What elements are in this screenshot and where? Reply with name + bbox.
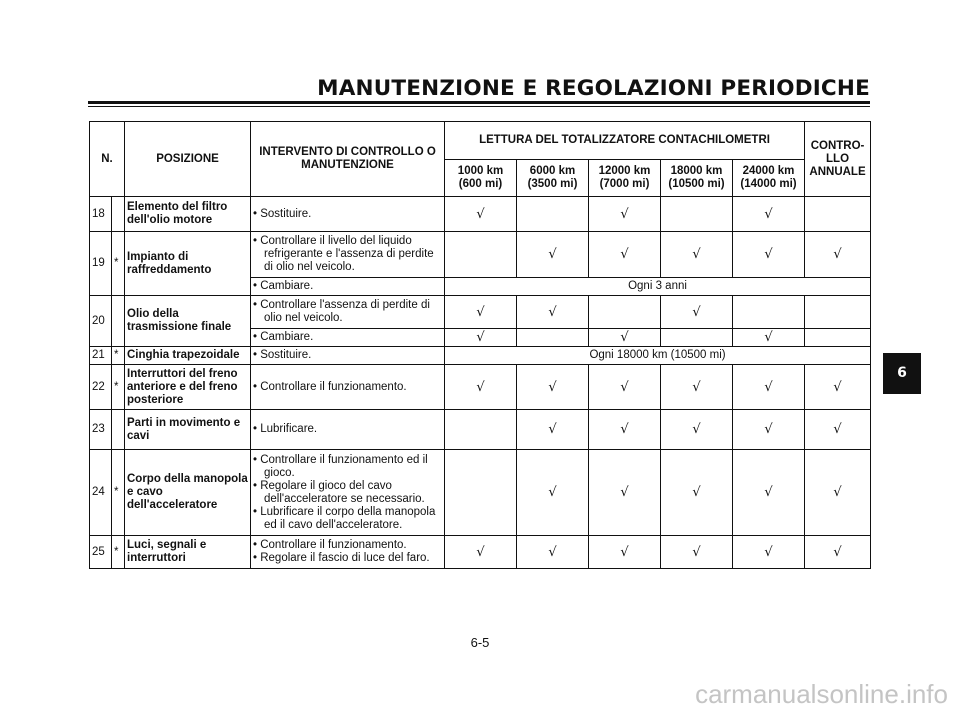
row-number: 24 xyxy=(90,450,112,536)
row-number: 18 xyxy=(90,197,112,232)
row-star xyxy=(112,197,125,232)
watermark: carmanualsonline.info xyxy=(695,679,948,709)
header-km-5: 24000 km (14000 mi) xyxy=(733,160,805,197)
check-mark: √ xyxy=(589,536,661,569)
check-mark: √ xyxy=(733,232,805,278)
chapter-tab: 6 xyxy=(883,353,921,394)
row-position: Cinghia trapezoidale xyxy=(125,347,251,365)
row-number: 20 xyxy=(90,296,112,347)
row-action: • Controllare il livello del liquido refrigerante e l'assenza di perdite di olio nel veicolo. xyxy=(251,232,445,278)
check-mark: √ xyxy=(661,232,733,278)
check-mark: √ xyxy=(805,450,871,536)
row-number: 22 xyxy=(90,365,112,410)
check-mark: √ xyxy=(589,329,661,347)
check-mark: √ xyxy=(445,197,517,232)
row-position: Corpo della manopola e cavo dell'acceleratore xyxy=(125,450,251,536)
header-no: N. xyxy=(90,122,125,197)
check-mark: √ xyxy=(805,536,871,569)
interval-note: Ogni 3 anni xyxy=(445,278,871,296)
interval-note: Ogni 18000 km (10500 mi) xyxy=(445,347,871,365)
empty-cell xyxy=(517,329,589,347)
table-row xyxy=(90,197,871,232)
check-mark: √ xyxy=(589,450,661,536)
row-action: • Sostituire. xyxy=(251,347,445,365)
table-row xyxy=(90,410,871,450)
empty-cell xyxy=(661,197,733,232)
check-mark: √ xyxy=(445,536,517,569)
check-mark: √ xyxy=(517,365,589,410)
header-action: INTERVENTO DI CONTROLLO O MANUTENZIONE xyxy=(251,122,445,197)
row-action: • Cambiare. xyxy=(251,278,445,296)
check-mark: √ xyxy=(589,365,661,410)
check-mark: √ xyxy=(517,410,589,450)
row-position: Parti in movimento e cavi xyxy=(125,410,251,450)
table-row xyxy=(90,296,871,329)
header-odometer: LETTURA DEL TOTALIZZATORE CONTACHILOMETRI xyxy=(445,122,805,160)
header-annual: CONTRO-LLO ANNUALE xyxy=(805,122,871,197)
check-mark: √ xyxy=(733,450,805,536)
table-row xyxy=(90,450,871,536)
row-number: 23 xyxy=(90,410,112,450)
row-star xyxy=(112,410,125,450)
check-mark: √ xyxy=(517,232,589,278)
empty-cell xyxy=(805,296,871,329)
empty-cell xyxy=(733,296,805,329)
empty-cell xyxy=(445,450,517,536)
row-action: • Lubrificare. xyxy=(251,410,445,450)
row-star: * xyxy=(112,450,125,536)
check-mark: √ xyxy=(517,296,589,329)
row-action: • Controllare l'assenza di perdite di olio nel veicolo. xyxy=(251,296,445,329)
check-mark: √ xyxy=(733,365,805,410)
check-mark: √ xyxy=(733,329,805,347)
check-mark: √ xyxy=(445,296,517,329)
page-title: MANUTENZIONE E REGOLAZIONI PERIODICHE xyxy=(317,76,870,101)
row-star: * xyxy=(112,347,125,365)
row-position: Impianto di raffreddamento xyxy=(125,232,251,296)
empty-cell xyxy=(661,329,733,347)
check-mark: √ xyxy=(733,536,805,569)
check-mark: √ xyxy=(733,410,805,450)
row-number: 21 xyxy=(90,347,112,365)
title-rule-thick xyxy=(88,101,870,104)
check-mark: √ xyxy=(661,410,733,450)
row-position: Elemento del filtro dell'olio motore xyxy=(125,197,251,232)
check-mark: √ xyxy=(517,536,589,569)
check-mark: √ xyxy=(661,365,733,410)
table-row xyxy=(90,365,871,410)
check-mark: √ xyxy=(517,450,589,536)
check-mark: √ xyxy=(733,197,805,232)
table-row xyxy=(90,347,871,365)
header-position: POSIZIONE xyxy=(125,122,251,197)
check-mark: √ xyxy=(445,365,517,410)
row-star: * xyxy=(112,365,125,410)
header-km-2: 6000 km (3500 mi) xyxy=(517,160,589,197)
row-star: * xyxy=(112,536,125,569)
table-row xyxy=(90,232,871,278)
check-mark: √ xyxy=(661,536,733,569)
row-action: • Controllare il funzionamento ed il gioco. • Regolare il gioco del cavo dell'acceleratore se necessario. • Lubrificare il corpo della manopola ed il cavo dell'acceleratore. xyxy=(251,450,445,536)
check-mark: √ xyxy=(661,450,733,536)
row-action: • Sostituire. xyxy=(251,197,445,232)
row-number: 19 xyxy=(90,232,112,296)
empty-cell xyxy=(805,329,871,347)
check-mark: √ xyxy=(805,232,871,278)
check-mark: √ xyxy=(589,197,661,232)
header-km-1: 1000 km (600 mi) xyxy=(445,160,517,197)
check-mark: √ xyxy=(589,410,661,450)
header-km-3: 12000 km (7000 mi) xyxy=(589,160,661,197)
empty-cell xyxy=(445,232,517,278)
row-position: Olio della trasmissione finale xyxy=(125,296,251,347)
row-action: • Cambiare. xyxy=(251,329,445,347)
row-action: • Controllare il funzionamento. xyxy=(251,365,445,410)
empty-cell xyxy=(589,296,661,329)
row-number: 25 xyxy=(90,536,112,569)
page-number: 6-5 xyxy=(470,635,490,650)
check-mark: √ xyxy=(805,365,871,410)
table-row xyxy=(90,536,871,569)
empty-cell xyxy=(445,410,517,450)
check-mark: √ xyxy=(589,232,661,278)
header-km-4: 18000 km (10500 mi) xyxy=(661,160,733,197)
row-action: • Controllare il funzionamento. • Regolare il fascio di luce del faro. xyxy=(251,536,445,569)
row-position: Interruttori del freno anteriore e del freno posteriore xyxy=(125,365,251,410)
empty-cell xyxy=(805,197,871,232)
title-rule-thin xyxy=(88,106,870,107)
check-mark: √ xyxy=(805,410,871,450)
maintenance-table xyxy=(89,121,871,569)
row-position: Luci, segnali e interruttori xyxy=(125,536,251,569)
check-mark: √ xyxy=(445,329,517,347)
row-star xyxy=(112,296,125,347)
check-mark: √ xyxy=(661,296,733,329)
empty-cell xyxy=(517,197,589,232)
row-star: * xyxy=(112,232,125,296)
